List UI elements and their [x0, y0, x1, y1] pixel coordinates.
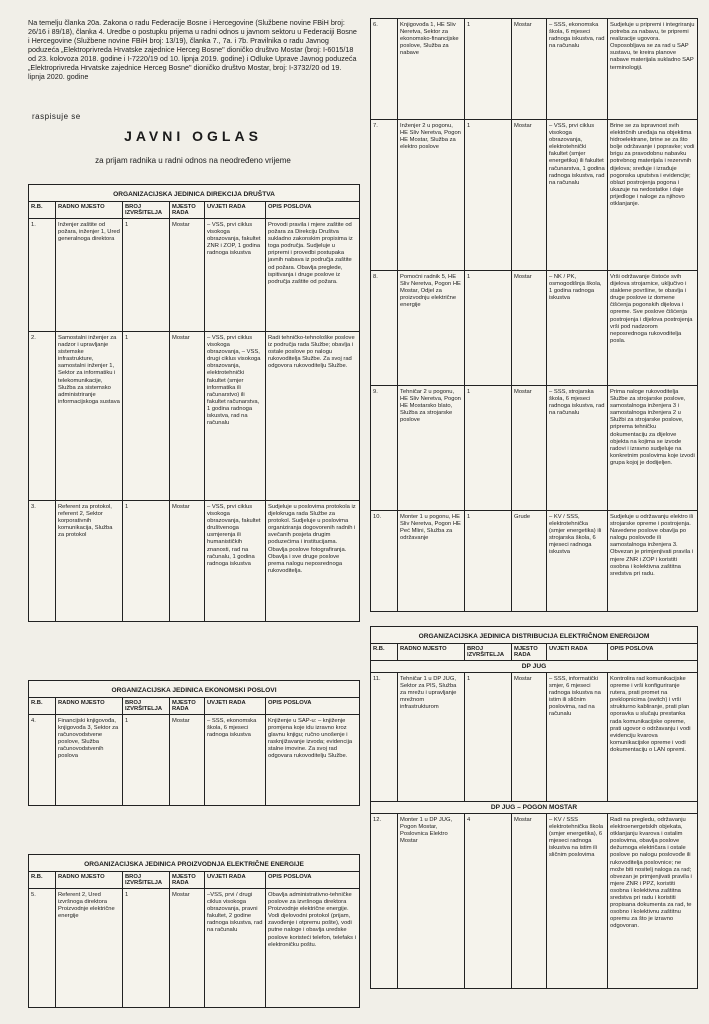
table-row: [371, 672, 697, 801]
cell-requirements: – VSS, prvi ciklus visokoga obrazovanja, fakultet ZNR i ZOP, 1 godina radnoga iskustva: [205, 219, 266, 331]
raspisuje-text: raspisuje se: [32, 112, 81, 121]
table-proizvodnja-cont: [370, 18, 698, 612]
table-row: [371, 119, 697, 270]
cell-location: Mostar: [512, 673, 547, 801]
table-row: [371, 270, 697, 385]
cell-count: 1: [123, 501, 170, 621]
cell-rb: 10.: [371, 511, 398, 611]
table-row: [371, 813, 697, 988]
cell-count: 1: [465, 673, 512, 801]
cell-requirements: – KV / SSS elektrotehnička škola (smjer energetika), 6 mjeseci radnoga iskustva na istim ili sličnim poslovima: [547, 814, 608, 988]
cell-description: Sudjeluje u pripremi i integriranju potreba za nabavu, te pripremi realizacije ugovora. Osposobljava se za rad u SAP sustavu, te kreira planove nabave materijala sukladno SAP terminologiji.: [610, 22, 695, 71]
table-direkcija: [28, 184, 360, 622]
cell-location: Mostar: [170, 889, 205, 1007]
table-title: ORGANIZACIJSKA JEDINICA DISTRIBUCIJA ELEKTRIČNOM ENERGIJOM: [418, 633, 650, 640]
cell-position: Inženjer zaštite od požara, inženjer 1, Ured generalnoga direktora: [56, 219, 123, 331]
cell-rb: 12.: [371, 814, 398, 988]
cell-position: Referent 2, Ured izvršnoga direktora Proizvodnje električne energije: [56, 889, 123, 1007]
header-uvjeti: UVJETI RADA: [547, 644, 608, 660]
cell-requirements: – NK / PK, osmogodišnja škola, 1 godina radnoga iskustva: [547, 271, 608, 385]
cell-count: 1: [123, 219, 170, 331]
cell-location: Mostar: [170, 715, 205, 805]
header-radno-mjesto: RADNO MJESTO: [56, 202, 123, 218]
header-uvjeti: UVJETI RADA: [205, 872, 266, 888]
table-ekonomski: [28, 680, 360, 806]
cell-description: Sudjeluje u poslovima protokola iz djelokruga rada Službe za protokol. Sudjeluje u poslovima organiziranja dogovorenih radnih i svečanih posjeta drugim poduzećima i institucijama. Obavlja poslove fotografiranja. Obavlja i sve druge poslove prema nalogu neposrednoga rukovoditelja.: [268, 504, 356, 574]
cell-location: Mostar: [170, 332, 205, 500]
cell-requirements: – VSS, prvi ciklus visokoga obrazovanja, – VSS, drugi ciklus visokoga obrazovanja, elektrotehnički fakultet (smjer informatika ili računarstvo) ili fakultet računarstva, 1 godina radnoga iskustva, rad na računalu: [205, 332, 266, 500]
cell-rb: 6.: [371, 19, 398, 119]
cell-description: Radi na pregledu, održavanju elektroenergetskih objekata, otklanjanju kvarova i ostalim poslovima, obavlja poslove dežurnoga električara i ostale poslove po nalogu poslovođe ili rukovoditelja poslovnice; ne može biti nositelj naloga za rad; obvezan je primjenjivati pravila i mjere ZNR i PPZ, koristiti osobna i kolektivna zaštitna sredstva pri radu i koristiti propisana dokumenta za rad, te osobno i kolektivnu zaštitnu opremu za što je izravno odgovoran.: [610, 817, 692, 930]
cell-rb: 9.: [371, 386, 398, 510]
cell-position: Financijski knjigovođa, knjigovođa 3, Sektor za računovodstvene poslove, Služba računovodstvenih poslova: [56, 715, 123, 805]
cell-location: Mostar: [512, 386, 547, 510]
cell-position: Knjigovođa 1, HE Sliv Neretva, Sektor za ekonomsko-financijske poslove, Služba za nabave: [398, 19, 465, 119]
cell-count: 1: [465, 19, 512, 119]
cell-position: Monter 1 u pogonu, HE Sliv Neretva, Pogon HE Peć Mlini, Služba za održavanje: [398, 511, 465, 611]
cell-count: 1: [465, 511, 512, 611]
cell-count: 1: [123, 332, 170, 500]
cell-description: Obavlja administrativno-tehničke poslove za izvršnoga direktora Proizvodnje električne energije. Vodi djelovodni protokol (prijam, zavođenje i otpremu pošte), vodi putne naloge i obavlja uredske poslove koristeći telefon, telefaks i elektroničku poštu.: [268, 892, 356, 948]
cell-rb: 4.: [29, 715, 56, 805]
cell-location: Mostar: [512, 271, 547, 385]
table-title: ORGANIZACIJSKA JEDINICA PROIZVODNJA ELEKTRIČNE ENERGIJE: [84, 861, 304, 868]
cell-count: 1: [123, 889, 170, 1007]
header-rb: R.B.: [29, 872, 56, 888]
cell-requirements: – VSS, prvi ciklus visokoga obrazovanja, fakultet društvenoga usmjerenja ili humanističkih znanosti, rad na računalu, 1 godina radnoga iskustva: [205, 501, 266, 621]
header-broj: BROJ IZVRŠITELJA: [465, 644, 512, 660]
cell-location: Grude: [512, 511, 547, 611]
cell-requirements: – KV / SSS, elektrotehnička (smjer energetika) ili strojarska škola, 6 mjeseci radnoga iskustva: [547, 511, 608, 611]
header-mjesto-rada: MJESTO RADA: [170, 698, 205, 714]
table-header: [29, 201, 359, 218]
cell-description: Brine se za ispravnost svih električnih uređaja na objektima hidroelektrane, brine se za što bolje održavanje i popravke; vodi brigu za pravodobnu nabavku potrebnog materijala i rezervnih dijelova; sređuje i izrađuje pogonska uputstva i evidencije; oblazi postrojenja pogona i ukazuje na nedostatke i daje prijedloge i naloge za njihovo otklanjanje.: [610, 123, 695, 208]
header-rb: R.B.: [29, 698, 56, 714]
cell-position: Pomoćni radnik 5, HE Sliv Neretva, Pogon HE Mostar, Odjel za proizvodnju električne energije: [398, 271, 465, 385]
cell-count: 1: [123, 715, 170, 805]
cell-description: Prima naloge rukovoditelja Službe za strojarske poslove, samostalnoga inženjera 3 i samostalnoga inženjera 2 u Službi za strojarske poslove, priprema tehničku dokumentaciju za dijelove objekta na kojima se izvode radovi i izravno sudjeluje na konkretnim poslovima koje izvodi grupa kojoj je dodijeljen.: [610, 389, 695, 466]
table-row: [371, 510, 697, 611]
table-distribucija: [370, 626, 698, 989]
header-opis: OPIS POSLOVA: [610, 646, 654, 652]
cell-rb: 3.: [29, 501, 56, 621]
table-row: [29, 218, 359, 331]
header-radno-mjesto: RADNO MJESTO: [398, 644, 465, 660]
header-mjesto-rada: MJESTO RADA: [170, 202, 205, 218]
header-opis: OPIS POSLOVA: [268, 204, 312, 210]
table-title: ORGANIZACIJSKA JEDINICA EKONOMSKI POSLOVI: [111, 687, 277, 694]
cell-rb: 11.: [371, 673, 398, 801]
cell-position: Tehničar 1 u DP JUG, Sektor za PIS, Služba za mrežu i upravljanje mrežnom infrastrukturom: [398, 673, 465, 801]
cell-rb: 5.: [29, 889, 56, 1007]
page-title: JAVNI OGLAS: [124, 128, 262, 144]
table-row: [29, 500, 359, 621]
table-header: [29, 697, 359, 714]
cell-rb: 8.: [371, 271, 398, 385]
cell-description: Sudjeluje u održavanju elektro ili strojarske opreme i postrojenja. Navedene poslove obavlja po nalogu poslovođe ili samostalnoga inženjera 3. Obvezan je primjenjivati pravila i mjere ZNR i ZOP i koristiti osobna i kolektivna zaštitna sredstva pri radu.: [610, 514, 694, 577]
cell-location: Mostar: [512, 814, 547, 988]
cell-description: Knjiženje u SAP-u: – knjiženje promjena koje idu izravno kroz glavnu knjigu; ručno unošenje i rasknjižavanje izvoda; evidencija stalne imovine. Za svoj rad odgovara rukovoditelju Službe.: [268, 718, 353, 760]
section-dp-jug: DP JUG: [371, 660, 697, 672]
cell-requirements: – SSS, strojarska škola, 6 mjeseci radnoga iskustva, rad na računalu: [547, 386, 608, 510]
header-broj: BROJ IZVRŠITELJA: [123, 202, 170, 218]
cell-position: Monter 1 u DP JUG, Pogon Mostar, Poslovnica Elektro Mostar: [398, 814, 465, 988]
cell-rb: 7.: [371, 120, 398, 270]
header-radno-mjesto: RADNO MJESTO: [56, 698, 123, 714]
table-row: [371, 18, 697, 119]
header-uvjeti: UVJETI RADA: [205, 202, 266, 218]
header-mjesto-rada: MJESTO RADA: [170, 872, 205, 888]
cell-position: Samostalni inženjer za nadzor i upravljanje sistemske infrastrukture, samostalni inženjer 1, Sektor za informatiku i telekomunikacije, Služba za sistemsko administriranje informacijskoga sustava: [56, 332, 123, 500]
cell-position: Referent za protokol, referent 2, Sektor korporativnih komunikacija, Služba za protokol: [56, 501, 123, 621]
header-radno-mjesto: RADNO MJESTO: [56, 872, 123, 888]
cell-location: Mostar: [170, 219, 205, 331]
header-uvjeti: UVJETI RADA: [205, 698, 266, 714]
cell-position: Tehničar 2 u pogonu, HE Sliv Neretva, Pogon HE Mostarsko blato, Služba za strojarske poslove: [398, 386, 465, 510]
page-subtitle: za prijam radnika u radni odnos na neodređeno vrijeme: [95, 156, 291, 165]
cell-rb: 2.: [29, 332, 56, 500]
cell-requirements: – VSS, prvi ciklus visokoga obrazovanja, elektrotehnički fakultet (smjer energetika) ili fakultet računarstva, 1 godina radnoga iskustva, rad na računalu: [547, 120, 608, 270]
cell-location: Mostar: [170, 501, 205, 621]
header-opis: OPIS POSLOVA: [268, 700, 312, 706]
section-dp-jug-pogon-mostar: DP JUG – POGON MOSTAR: [371, 801, 697, 813]
cell-location: Mostar: [512, 19, 547, 119]
table-header: [29, 871, 359, 888]
cell-requirements: – SSS, informatički smjer, 6 mjeseci radnoga iskustva na istim ili sličnim poslovima, rad na računalu: [547, 673, 608, 801]
cell-count: 1: [465, 120, 512, 270]
cell-requirements: –VSS, prvi / drugi ciklus visokoga obrazovanja, pravni fakultet, 2 godine radnoga iskustva, rad na računalu: [205, 889, 266, 1007]
table-title: ORGANIZACIJSKA JEDINICA DIREKCIJA DRUŠTVA: [113, 191, 275, 198]
cell-description: Vrši održavanje čistoće svih dijelova strojarnice, uključivo i staklene površine, te obavlja i druge poslove iz domene čišćenja pogonskih dijelova i opreme. Sve poslove čišćenja postrojenja i dijelova postrojenja vrši pod nadzorom neposrednoga rukovoditelja posla.: [610, 274, 693, 344]
header-rb: R.B.: [29, 202, 56, 218]
table-header: [371, 643, 697, 660]
cell-rb: 1.: [29, 219, 56, 331]
cell-description: Provodi pravila i mjere zaštite od požara za Direkciju Društva sukladno zakonskim propisima iz toga područja. Sudjeluje u pripremi i provedbi postupaka javnih nabava iz područja zaštite od požara. Obavlja preglede, ispitivanja i druge poslove iz područja zaštite od požara.: [268, 222, 353, 285]
header-mjesto-rada: MJESTO RADA: [512, 644, 547, 660]
cell-count: 1: [465, 271, 512, 385]
header-broj: BROJ IZVRŠITELJA: [123, 698, 170, 714]
cell-description: Radi tehničko-tehnološke poslove iz područja rada Službe; obavlja i ostale poslove po nalogu rukovoditelja Službe. Za svoj rad odgovora rukovoditelju Službe.: [268, 335, 355, 370]
cell-position: Inženjer 2 u pogonu, HE Sliv Neretva, Pogon HE Mostar, Služba za elektro poslove: [398, 120, 465, 270]
cell-requirements: – SSS, ekonomska škola, 6 mjeseci radnoga iskustva, rad na računalu: [547, 19, 608, 119]
table-proizvodnja: [28, 854, 360, 1008]
table-row: [29, 714, 359, 805]
table-row: [29, 888, 359, 1007]
header-broj: BROJ IZVRŠITELJA: [123, 872, 170, 888]
header-opis: OPIS POSLOVA: [268, 874, 312, 880]
cell-count: 1: [465, 386, 512, 510]
cell-count: 4: [465, 814, 512, 988]
cell-location: Mostar: [512, 120, 547, 270]
table-row: [29, 331, 359, 500]
table-row: [371, 385, 697, 510]
header-rb: R.B.: [371, 644, 398, 660]
intro-paragraph: Na temelju članka 20a. Zakona o radu Federacije Bosne i Hercegovine (Službene novine FBiH broj: 26/16 i 89/18), članka 4. Uredbe o postupku prijema u radni odnos u javnom sektoru u Federaciji Bosne i Hercegovine (Službene novine FBiH broj: 13/19), članka 7., 7a. i 7b. Pravilnika o radu Javnog poduzeća „Elektroprivreda Hrvatske zajednice Herceg Bosne" dioničko društvo Mostar (broj: I-6015/18 od 23. kolovoza 2018. godine i I-7220/19 od 10. lipnja 2019. godine) i Odluke Uprave Javnog poduzeća „Elektroprivreda Hrvatske zajednice Herceg Bosne" dioničko društvo Mostar, broj: I-3732/20 od 19. lipnja 2020. godine: [28, 18, 357, 81]
cell-description: Kontrolira rad komunikacijske opreme i vrši konfiguriranje rutera, prati promet na preklopnicima (switch) i vrši strukturno kabliranje, prati plan oporavka u slučaju prestanka rada komunikacijske opreme, prati ugovor o održavanju i vodi evidenciju kvarova komunikacijske opreme i vodi dokumentaciju o LAN opremi.: [610, 676, 691, 753]
cell-requirements: – SSS, ekonomska škola, 6 mjeseci radnoga iskustva: [205, 715, 266, 805]
